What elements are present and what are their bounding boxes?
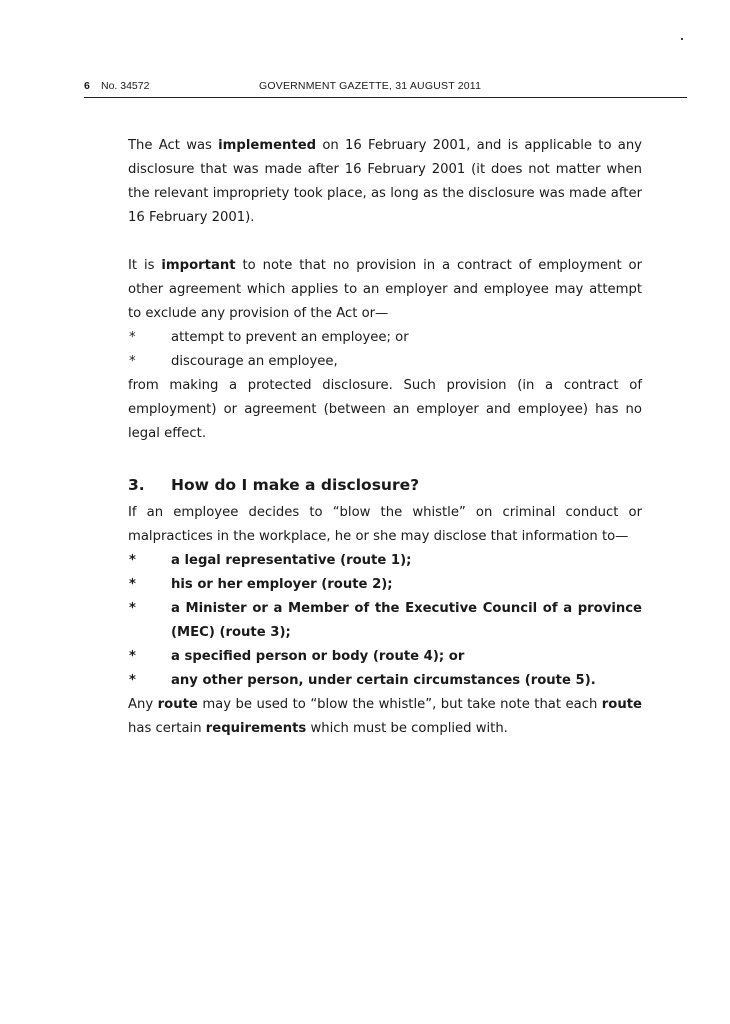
paragraph-implementation: The Act was implemented on 16 February 2001, and is applicable to any disclosure that was made after 16 February 2001 (it does not matter when the relevant impropriety took place, as long as the disclosure was made after 16 February 2001). — [128, 138, 642, 225]
bullet-icon: * — [129, 330, 136, 345]
bullet-icon: * — [129, 553, 136, 568]
paragraph-no-legal-effect: from making a protected disclosure. Such provision (in a contract of employment) or agreement (between an employer and employee) has no legal effect. — [128, 378, 642, 441]
issue-number: No. 34572 — [101, 80, 150, 92]
section-title: How do I make a disclosure? — [171, 476, 420, 494]
page-header — [84, 80, 687, 98]
list-item: * discourage an employee, — [128, 350, 642, 374]
list-item: * his or her employer (route 2); — [128, 573, 642, 597]
bullet-icon: * — [129, 673, 136, 688]
section-number: 3. — [128, 476, 145, 494]
bullet-icon: * — [129, 601, 136, 616]
page-number: 6 — [84, 80, 90, 92]
publication-title: GOVERNMENT GAZETTE, 31 AUGUST 2011 — [259, 80, 482, 92]
list-item: * a Minister or a Member of the Executive Council of a province (MEC) (route 3); — [128, 597, 642, 645]
document-body — [128, 134, 642, 741]
list-item: * any other person, under certain circumstances (route 5). — [128, 669, 642, 693]
header-rule — [84, 97, 687, 98]
bullet-icon: * — [129, 649, 136, 664]
section-heading — [128, 469, 642, 501]
bullet-icon: * — [129, 577, 136, 592]
bullet-icon: * — [129, 354, 136, 369]
list-item: * a specified person or body (route 4); or — [128, 645, 642, 669]
scan-speck — [681, 38, 683, 40]
paragraph-routes: Any route may be used to “blow the whistle”, but take note that each route has certain requirements which must be complied with. — [128, 697, 642, 736]
list-item: * attempt to prevent an employee; or — [128, 326, 642, 350]
paragraph-important: It is important to note that no provision in a contract of employment or other agreement which applies to an employer and employee may attempt to exclude any provision of the Act or— — [128, 258, 642, 321]
list-item: * a legal representative (route 1); — [128, 549, 642, 573]
paragraph-blow-whistle: If an employee decides to “blow the whistle” on criminal conduct or malpractices in the workplace, he or she may disclose that information to— — [128, 505, 642, 544]
